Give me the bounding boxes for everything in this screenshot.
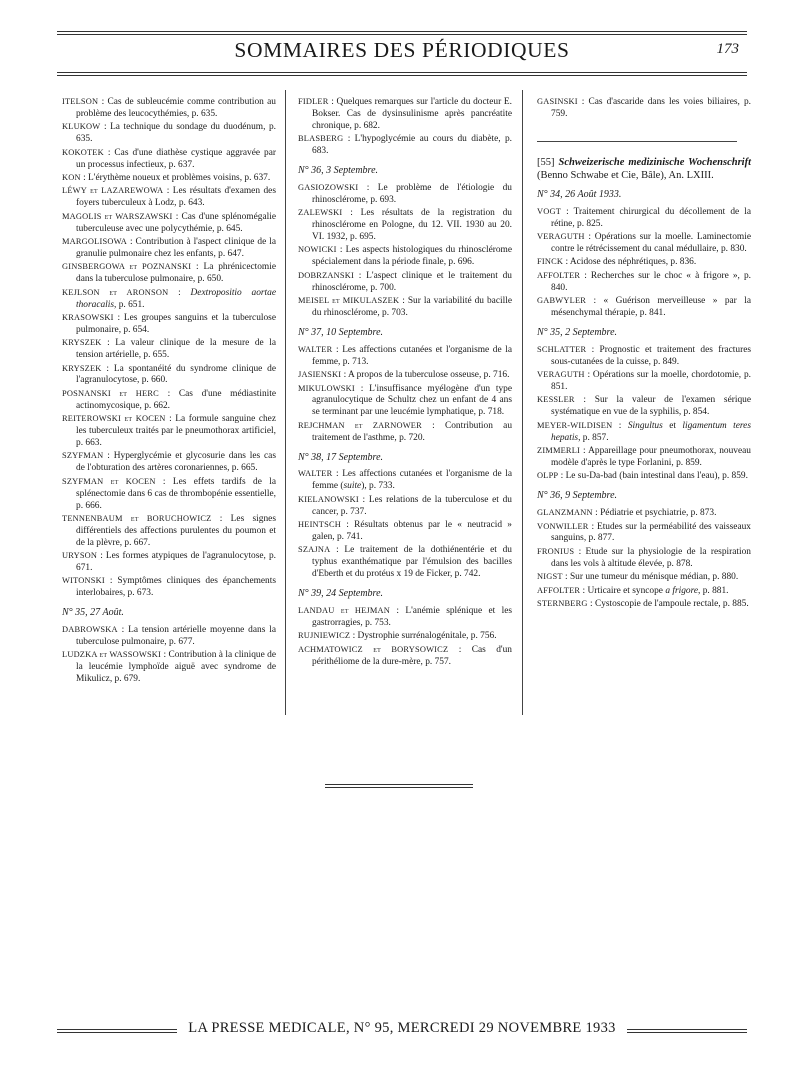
entry-text: : La tension artérielle moyenne dans la tuberculose pulmonaire, p. 677. [76, 625, 276, 648]
entry-author: MEISEL et MIKULASZEK [298, 296, 400, 306]
entry-author: RUJNIEWICZ [298, 631, 351, 641]
summary-entry [62, 388, 276, 413]
issue-heading: N° 38, 17 Septembre. [298, 451, 384, 463]
summary-entry [62, 575, 276, 600]
summary-entry [537, 256, 751, 269]
summary-entry [62, 96, 276, 121]
entry-text: , p. 857. [578, 432, 609, 443]
entry-text: : L'érythème noueux et problèmes voisins, p. 637. [80, 172, 271, 183]
summary-entry [62, 476, 276, 513]
entry-author: MIKULOWSKI [298, 383, 355, 393]
entry-text: : La formule sanguine chez les tuberculeux traités par le pneumothorax artificiel, p. 663. [76, 414, 276, 448]
summary-entry [537, 598, 751, 611]
entry-text: : Les effets tardifs de la splénectomie dans 6 cas de thrombopénie essentielle, p. 666. [76, 476, 276, 511]
column-2 [298, 96, 512, 669]
summary-entry [298, 383, 512, 420]
entry-author: STERNBERG [537, 599, 588, 608]
entry-text: : [612, 420, 628, 431]
entry-italic: suite [343, 481, 362, 492]
summary-entry [298, 344, 512, 369]
entry-author: LÉWY et LAZAREWOWA [62, 186, 164, 196]
entry-author: SZYFMAN [62, 451, 104, 461]
entry-italic: ligamentum teres hepatis [551, 420, 751, 443]
summary-entry [62, 147, 276, 172]
entry-text: : Acidose des néphrétiques, p. 836. [563, 257, 697, 268]
entry-author: KLUKOW [62, 122, 101, 132]
summary-entry [537, 206, 751, 231]
entry-author: KEJLSON et ARONSON [62, 287, 169, 297]
entry-author: SZAJNA [298, 545, 331, 555]
entry-text: : Opérations sur la moelle. Laminectomie contre le rétrécissement du canal médullaire, p. 830. [551, 232, 751, 254]
entry-text: : Etudes sur la perméabilité des vaisseaux sanguins, p. 877. [551, 521, 751, 544]
entry-text: : Les affections cutanées et l'organisme de la femme, p. 713. [312, 344, 512, 367]
entry-author: KOKOTEK [62, 147, 104, 157]
summary-entry [537, 521, 751, 546]
summary-entry [62, 185, 276, 210]
column-divider-2 [522, 90, 523, 715]
entry-text: et [662, 420, 683, 431]
journal-heading [537, 156, 751, 182]
entry-text: : Cas d'une diathèse cystique aggravée par un processus infectieux, p. 637. [76, 147, 276, 170]
entry-text: : Les aspects histologiques du rhinosclérome spécialement dans la période finale, p. 696. [312, 245, 512, 268]
entry-text: : Dystrophie surrénalogénitale, p. 756. [350, 631, 497, 642]
page-footer [57, 1020, 747, 1040]
entry-text: ), p. 733. [361, 481, 395, 492]
entry-text: : [168, 287, 191, 298]
entry-text: : Cas d'une médiastinite actinomycosique, p. 662. [76, 388, 277, 411]
entry-author: BLASBERG [298, 134, 344, 144]
entry-author: POSNANSKI et HERC [62, 388, 159, 398]
entry-author: MEYER-WILDISEN [537, 420, 613, 430]
entry-text: : Les relations de la tuberculose et du cancer, p. 737. [312, 494, 512, 517]
entry-author: KIELANOWSKI [298, 494, 359, 504]
summary-entry [298, 96, 512, 133]
summary-entry [298, 295, 512, 320]
header-rule-2 [57, 75, 747, 76]
entry-text: : La spontanéité du syndrome clinique de l'agranulocytose, p. 660. [76, 363, 276, 386]
summary-entry [298, 270, 512, 295]
entry-author: GINSBERGOWA et POZNANSKI [62, 262, 192, 272]
entry-text: : Traitement chirurgical du décollement de la rétine, p. 825. [551, 206, 751, 229]
entry-text: : Cas d'une splénomégalie tuberculeuse avec une polycythémie, p. 645. [76, 211, 276, 234]
entry-author: SCHLATTER [537, 344, 587, 354]
entry-text: : Les résultats de la registration du rhinosclérome en Pologne, du 12. VII. 1930 au 20. VI. 1932, p. 695. [312, 208, 512, 243]
entry-author: REITEROWSKI et KOCEN [62, 414, 166, 424]
entry-author: FRONIUS [537, 546, 575, 556]
entry-author: FINCK [537, 257, 564, 267]
summary-entry [62, 236, 276, 261]
column-divider-1 [285, 90, 286, 715]
entry-author: GASIOZOWSKI [298, 182, 359, 192]
entry-author: AFFOLTER [537, 585, 581, 595]
header-rule-1 [57, 72, 747, 73]
entry-italic: Dextropositio aortae thoracalis [76, 287, 276, 310]
entry-author: REJCHMAN et ZARNOWER [298, 420, 422, 430]
summary-entry [62, 337, 276, 362]
entry-text: : L'insuffisance myélogène d'un type agranulocytique de Schultz chez un enfant de 4 ans se terminant par une leucémie lymphatique, p. 718. [312, 383, 512, 418]
entry-author: KESSLER [537, 395, 575, 405]
summary-entry [537, 420, 751, 445]
entry-text: : Sur une tumeur du ménisque médian, p. 880. [562, 572, 739, 583]
entry-text: : Cas de subleucémie comme contribution au problème des leucocythémies, p. 635. [76, 97, 276, 119]
page-title: SOMMAIRES DES PÉRIODIQUES [234, 38, 570, 62]
summary-entry [537, 445, 751, 470]
entry-italic: a frigore [665, 585, 699, 596]
journal-title: Schweizerische medizinische Wochenschrift [558, 156, 751, 168]
summary-entry [537, 546, 751, 571]
entry-author: NIGST [537, 572, 563, 582]
summary-entry [537, 344, 751, 369]
entry-text: : Contribution au traitement de l'asthme, p. 720. [312, 420, 513, 443]
entry-author: DOBRZANSKI [298, 270, 354, 280]
issue-heading: N° 34, 26 Août 1933. [537, 188, 622, 200]
entry-text: : Cystoscopie de l'ampoule rectale, p. 885. [587, 599, 749, 609]
summary-entry [298, 133, 512, 158]
summary-entry [62, 121, 276, 146]
entry-text: : Hyperglycémie et glycosurie dans les cas de l'obturation des artères coronariennes, p. 665. [76, 451, 276, 474]
entry-text: : Prognostic et traitement des fractures sous-cutanées de la cuisse, p. 849. [551, 344, 751, 367]
entry-text: : Le problème de l'étiologie du rhinosclérome, p. 693. [312, 182, 512, 205]
section-end-rule-2 [325, 787, 473, 788]
entry-text: : A propos de la tuberculose osseuse, p. 716. [341, 370, 510, 381]
top-rule-1 [57, 31, 747, 32]
summary-entry [62, 550, 276, 575]
entry-text: : Cas d'ascaride dans les voies biliaires, p. 759. [551, 97, 751, 119]
page-header [57, 38, 747, 68]
summary-entry [537, 96, 751, 121]
entry-text: : Opérations sur la moelle, chordotomie, p. 851. [551, 370, 751, 392]
summary-entry [298, 544, 512, 581]
entry-text: : Appareillage pour pneumothorax, nouveau modèle d'après le type Forlanini, p. 859. [551, 446, 751, 468]
footer-rule-right-2 [627, 1032, 747, 1033]
summary-entry [62, 172, 276, 185]
section-end-rule [325, 784, 473, 785]
summary-entry [62, 261, 276, 286]
entry-text: : Les groupes sanguins et la tuberculose pulmonaire, p. 654. [76, 312, 276, 335]
summary-entry [537, 369, 751, 394]
summary-entry [298, 420, 512, 445]
entry-text: : Symptômes cliniques des épanchements interlobaires, p. 673. [76, 576, 276, 599]
entry-author: OLPP [537, 471, 559, 481]
entry-text: : Recherches sur le choc « à frigore », p. 840. [551, 270, 751, 293]
footer-rule-right [627, 1029, 747, 1030]
entry-author: DABROWSKA [62, 625, 118, 635]
journal-number: [55] [537, 156, 559, 168]
entry-text: : L'aspect clinique et le traitement du rhinosclérome, p. 700. [312, 270, 512, 293]
entry-author: GASINSKI [537, 97, 578, 106]
issue-heading: N° 35, 27 Août. [62, 607, 124, 619]
entry-author: KRASOWSKI [62, 312, 114, 322]
entry-text: : Pédiatrie et psychiatrie, p. 873. [592, 508, 717, 519]
entry-author: AFFOLTER [537, 270, 581, 280]
entry-author: KRYSZEK [62, 338, 102, 348]
entry-text: : Le traitement de la dothiénentérie et du typhus exanthématique par l'émulsion des bacilles d'Eberth et du protéus x 19 de Ficker, p. 742. [312, 545, 512, 580]
entry-text: : La phrénicectomie dans la tuberculose pulmonaire, p. 650. [76, 262, 276, 285]
summary-entry [537, 231, 751, 256]
summary-entry [298, 369, 512, 382]
issue-heading: N° 39, 24 Septembre. [298, 588, 384, 600]
entry-author: HEINTSCH [298, 520, 342, 530]
entry-author: WALTER [298, 469, 333, 479]
issue-heading: N° 37, 10 Septembre. [298, 326, 384, 338]
top-rule-2 [57, 34, 747, 35]
summary-entry [537, 571, 751, 584]
issue-heading: N° 35, 2 Septembre. [537, 326, 618, 338]
issue-heading: N° 36, 9 Septembre. [537, 490, 618, 502]
entry-author: GLANZMANN [537, 508, 593, 518]
entry-author: URYSON [62, 551, 98, 561]
entry-text: : La valeur clinique de la mesure de la tension artérielle, p. 655. [76, 338, 276, 361]
entry-text: : L'hypoglycémie au cours du diabète, p. 683. [312, 134, 512, 157]
entry-text: : Les formes atypiques de l'agranulocytose, p. 671. [76, 551, 276, 574]
summary-entry [537, 507, 751, 520]
summary-entry [298, 605, 512, 630]
entry-text: : Urticaire et syncope [580, 585, 666, 596]
entry-text: : Les résultats d'examen des foyers tuberculeux à Lodz, p. 643. [76, 186, 276, 209]
entry-text: : Contribution à la clinique de la leucémie lymphoïde aiguë avec syndrome de Mikulicz, p. 679. [76, 650, 276, 685]
summary-entry [537, 270, 751, 295]
entry-author: FIDLER [298, 97, 329, 106]
summary-entry [62, 513, 276, 550]
entry-author: LANDAU et HEJMAN [298, 606, 391, 616]
entry-author: LUDZKA et WASSOWSKI [62, 650, 162, 660]
entry-text: : Sur la variabilité du bacille du rhinosclérome, p. 703. [312, 296, 512, 318]
entry-author: MARGOLISOWA [62, 236, 128, 246]
summary-entry [298, 519, 512, 544]
column-1 [62, 96, 276, 687]
entry-author: MAGOLIS et WARSZAWSKI [62, 211, 173, 221]
summary-entry [298, 182, 512, 207]
summary-entry [537, 394, 751, 419]
footer-text: LA PRESSE MEDICALE, N° 95, MERCREDI 29 NOVEMBRE 1933 [188, 1020, 616, 1036]
summary-entry [62, 211, 276, 236]
summary-entry [62, 624, 276, 649]
entry-author: NOWICKI [298, 245, 337, 255]
entry-author: ZALEWSKI [298, 208, 343, 218]
summary-entry [62, 312, 276, 337]
entry-text: : Etude sur la physiologie de la respiration dans les vols à altitude élevée, p. 878. [551, 546, 751, 569]
summary-entry [62, 413, 276, 450]
column-3 [537, 96, 751, 611]
summary-entry [537, 470, 751, 483]
summary-entry [62, 287, 276, 312]
summary-entry [62, 450, 276, 475]
summary-entry [298, 494, 512, 519]
summary-entry [298, 207, 512, 244]
entry-author: ACHMATOWICZ et BORYSOWICZ [298, 644, 449, 654]
entry-author: WALTER [298, 344, 333, 354]
entry-author: ZIMMERLI [537, 446, 581, 456]
entry-author: VERAGUTH [537, 370, 585, 380]
entry-author: JASIENSKI [298, 370, 342, 380]
summary-entry [62, 363, 276, 388]
entry-author: SZYFMAN et KOCEN [62, 476, 156, 486]
entry-text: : Les affections cutanées et l'organisme de la femme ( [312, 469, 512, 492]
entry-text: : L'anémie splénique et les gastrorragies, p. 753. [312, 606, 513, 628]
entry-text: : Cas d'un périthéliome de la dure-mère, p. 757. [312, 644, 512, 667]
journal-publisher: (Benno Schwabe et Cie, Bâle), An. LXIII. [537, 169, 714, 181]
summary-entry [537, 295, 751, 320]
entry-author: ITELSON [62, 97, 99, 106]
entry-text: : Le su-Da-bad (bain intestinal dans l'eau), p. 859. [558, 471, 748, 482]
journal-separator [537, 141, 737, 142]
entry-text: , p. 651. [114, 299, 145, 310]
entry-text: : Contribution à l'aspect clinique de la granulie pulmonaire chez les enfants, p. 647. [76, 236, 276, 259]
summary-entry [62, 649, 276, 686]
page-number: 173 [716, 41, 739, 57]
entry-italic: Singultus [627, 420, 663, 431]
summary-entry [537, 585, 751, 598]
entry-text: : Quelques remarques sur l'article du docteur E. Bokser. Cas de dysinsulinisme après pancréatite chronique, p. 682. [312, 97, 512, 131]
entry-author: VONWILLER [537, 521, 589, 531]
entry-author: VERAGUTH [537, 232, 585, 242]
entry-text: : Les signes différentiels des affections purulentes du poumon et de la plèvre, p. 667. [76, 513, 276, 548]
summary-entry [298, 468, 512, 493]
entry-text: : Sur la valeur de l'examen sérique systématique en vue de la syphilis, p. 854. [551, 395, 751, 418]
entry-author: WITONSKI [62, 576, 105, 586]
summary-entry [298, 644, 512, 669]
entry-author: KON [62, 172, 81, 182]
entry-text: : La technique du sondage du duodénum, p. 635. [76, 122, 276, 145]
summary-entry [298, 630, 512, 643]
entry-author: VOGT [537, 206, 562, 216]
entry-text: : Résultats obtenus par le « neutracid » galen, p. 741. [312, 520, 512, 542]
entry-text: , p. 881. [698, 585, 729, 596]
summary-entry [298, 244, 512, 269]
issue-heading: N° 36, 3 Septembre. [298, 165, 379, 177]
entry-author: GABWYLER [537, 296, 587, 306]
entry-author: TENNENBAUM et BORUCHOWICZ [62, 513, 212, 523]
entry-text: : « Guérison merveilleuse » par la mésenchymal thérapie, p. 841. [551, 296, 751, 318]
entry-author: KRYSZEK [62, 363, 102, 373]
